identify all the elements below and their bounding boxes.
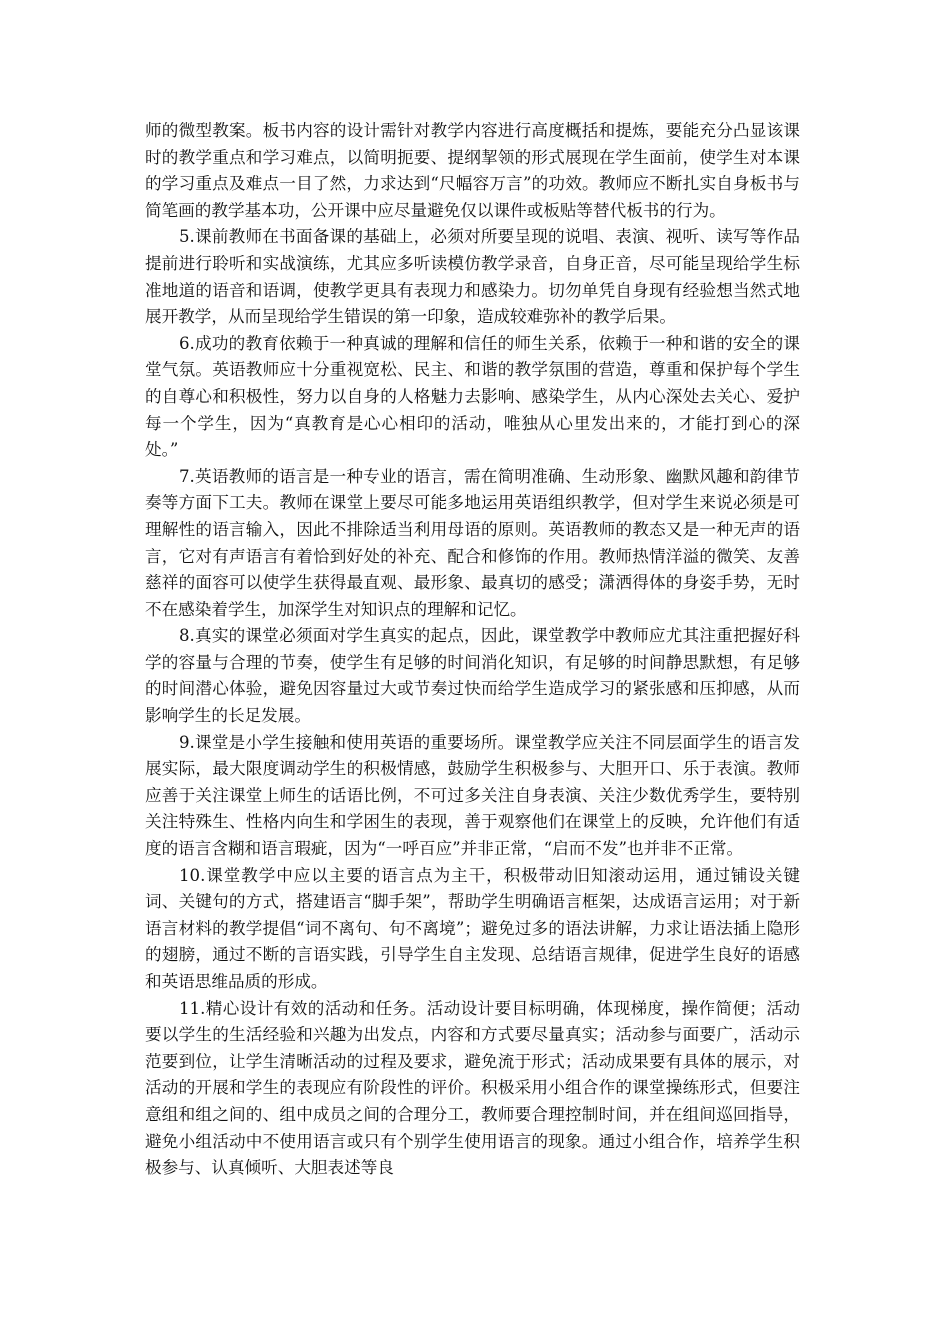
- paragraph-8: 8.真实的课堂必须面对学生真实的起点，因此，课堂教学中教师应尤其注重把握好科学的容量与合理的节奏，使学生有足够的时间消化知识，有足够的时间静思默想，有足够的时间潜心体验，避免因容量过大或节奏过快而给学生造成学习的紧张感和压抑感，从而影响学生的长足发展。: [145, 626, 800, 726]
- paragraph-9: 9.课堂是小学生接触和使用英语的重要场所。课堂教学应关注不同层面学生的语言发展实际，最大限度调动学生的积极情感，鼓励学生积极参与、大胆开口、乐于表演。教师应善于关注课堂上师生的话语比例，不可过多关注自身表演、关注少数优秀学生，要特别关注特殊生、性格内向生和学困生的表现，善于观察他们在课堂上的反映，允许他们有适度的语言含糊和语言瑕疵，因为“一呼百应”并非正常，“启而不发”也并非不正常。: [145, 732, 800, 859]
- paragraph-7: 7.英语教师的语言是一种专业的语言，需在简明准确、生动形象、幽默风趣和韵律节奏等方面下工夫。教师在课堂上要尽可能多地运用英语组织教学，但对学生来说必须是可理解性的语言输入，因此不排除适当利用母语的原则。英语教师的教态又是一种无声的语言，它对有声语言有着恰到好处的补充、配合和修饰的作用。教师热情洋溢的微笑、友善慈祥的面容可以使学生获得最直观、最形象、最真切的感受；潇洒得体的身姿手势，无时不在感染着学生，加深学生对知识点的理解和记忆。: [145, 466, 800, 619]
- document-body: [145, 118, 800, 1182]
- paragraph-6: 6.成功的教育依赖于一种真诚的理解和信任的师生关系，依赖于一种和谐的安全的课堂气氛。英语教师应十分重视宽松、民主、和谐的教学氛围的营造，尊重和保护每个学生的自尊心和积极性，努力以自身的人格魅力去影响、感染学生，从内心深处去关心、爱护每一个学生，因为“真教育是心心相印的活动，唯独从心里发出来的，才能打到心的深处。”: [145, 333, 800, 460]
- paragraph-11: 11.精心设计有效的活动和任务。活动设计要目标明确，体现梯度，操作简便；活动要以学生的生活经验和兴趣为出发点，内容和方式要尽量真实；活动参与面要广，活动示范要到位，让学生清晰活动的过程及要求，避免流于形式；活动成果要有具体的展示，对活动的开展和学生的表现应有阶段性的评价。积极采用小组合作的课堂操练形式，但要注意组和组之间的、组中成员之间的合理分工，教师要合理控制时间，并在组间巡回指导，避免小组活动中不使用语言或只有个别学生使用语言的现象。通过小组合作，培养学生积极参与、认真倾听、大胆表述等良: [145, 998, 800, 1178]
- paragraph-continued: 师的微型教案。板书内容的设计需针对教学内容进行高度概括和提炼，要能充分凸显该课时的教学重点和学习难点，以简明扼要、提纲挈领的形式展现在学生面前，使学生对本课的学习重点及难点一目了然，力求达到“尺幅容万言”的功效。教师应不断扎实自身板书与简笔画的教学基本功，公开课中应尽量避免仅以课件或板贴等替代板书的行为。: [145, 121, 800, 220]
- paragraph-10: 10.课堂教学中应以主要的语言点为主干，积极带动旧知滚动运用，通过铺设关键词、关键句的方式，搭建语言“脚手架”，帮助学生明确语言框架，达成语言运用；对于新语言材料的教学提倡“词不离句、句不离境”；避免过多的语法讲解，力求让语法插上隐形的翅膀，通过不断的言语实践，引导学生自主发现、总结语言规律，促进学生良好的语感和英语思维品质的形成。: [145, 865, 800, 991]
- paragraph-5: 5.课前教师在书面备课的基础上，必须对所要呈现的说唱、表演、视听、读写等作品提前进行聆听和实战演练，尤其应多听读模仿教学录音，自身正音，尽可能呈现给学生标准地道的语音和语调，使教学更具有表现力和感染力。切勿单凭自身现有经验想当然式地展开教学，从而呈现给学生错误的第一印象，造成较难弥补的教学后果。: [145, 227, 800, 327]
